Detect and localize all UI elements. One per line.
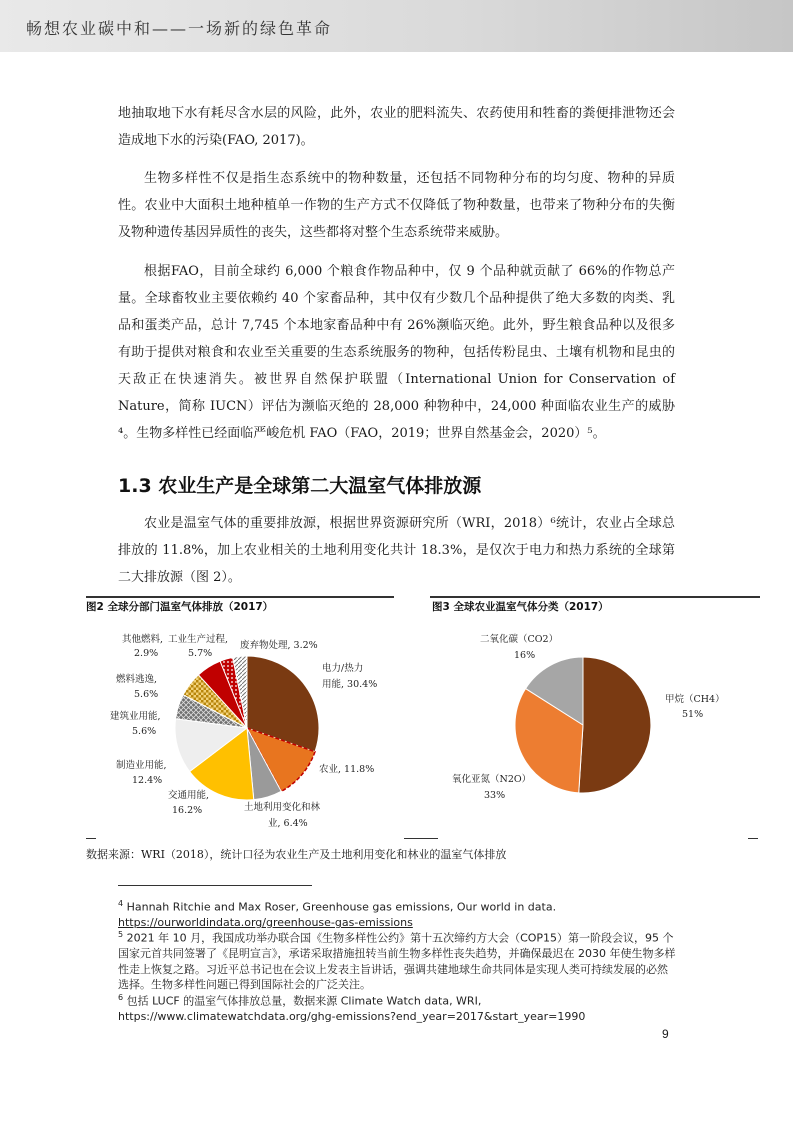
figure2-pie-chart <box>86 620 396 835</box>
label-waste: 废弃物处理, 3.2% <box>240 640 318 651</box>
figure3-top-rule <box>430 596 760 598</box>
figure2-title: 图2 全球分部门温室气体排放（2017） <box>86 601 274 613</box>
label-ch4-1: 甲烷（CH4） <box>665 694 725 705</box>
source-note: 数据来源：WRI（2018），统计口径为农业生产及土地利用变化和林业的温室气体排放 <box>86 848 507 861</box>
figure3-title: 图3 全球农业温室气体分类（2017） <box>432 601 609 613</box>
label-fugitive-2: 5.6% <box>134 689 159 700</box>
footnote-4-text: Hannah Ritchie and Max Roser, Greenhouse gas emissions, Our world in data. <box>126 900 557 914</box>
label-agriculture: 农业, 11.8% <box>319 764 375 775</box>
label-fugitive-1: 燃料逃逸, <box>116 674 158 685</box>
footnote-5-text: 2021 年 10 月，我国成功举办联合国《生物多样性公约》第十五次缔约方大会（COP15）第一阶段会议，95 个国家元首共同签署了《昆明宣言》，承诺采取措施扭转当前生物多样性丧失趋势，并确保最迟在 2030 年使生物多样性走上恢复之路。习近平总书记也在会议上发表主旨讲话，强调共建地球生命共同体是实现人类可持续发展的必然选择。生物多样性问题已得到国际社会的广泛关注。 <box>118 931 676 992</box>
footnote-6-text: 包括 LUCF 的温室气体排放总量，数据来源 Climate Watch data, WRI, <box>126 994 482 1008</box>
label-industrial-1: 工业生产过程, <box>168 634 229 645</box>
footnote-5-mark: 5 <box>118 930 124 939</box>
label-transport-1: 交通用能, <box>168 790 210 801</box>
pie-slice-1 <box>579 657 651 793</box>
figure3-bottom-rule-left <box>404 838 438 839</box>
figure2-bottom-rule <box>86 838 96 839</box>
label-landuse-2: 业, 6.4% <box>268 818 308 829</box>
label-n2o-1: 氧化亚氮（N2O） <box>452 774 532 785</box>
footnote-6-link[interactable]: https://www.climatewatchdata.org/ghg-emissions?end_year=2017&start_year=1990 <box>118 1010 586 1024</box>
label-transport-2: 16.2% <box>172 805 203 816</box>
footnote-5 <box>118 927 678 993</box>
figure3-bottom-rule-right <box>748 838 758 839</box>
label-landuse-1: 土地利用变化和林 <box>244 802 321 813</box>
footnote-6-mark: 6 <box>118 993 124 1002</box>
footnote-4-mark: 4 <box>118 899 124 908</box>
label-building-1: 建筑业用能, <box>110 711 161 722</box>
label-power-2: 用能, 30.4% <box>322 679 378 690</box>
label-co2-2: 16% <box>514 650 536 661</box>
paragraph-1: 地抽取地下水有耗尽含水层的风险，此外，农业的肥料流失、农药使用和牲畜的粪便排泄物还会造成地下水的污染(FAO, 2017)。 <box>118 106 675 148</box>
header-title: 畅想农业碳中和——一场新的绿色革命 <box>26 19 333 38</box>
label-manufacturing-1: 制造业用能, <box>116 760 167 771</box>
label-other-fuel-1: 其他燃料, <box>122 634 164 645</box>
paragraph-2: 生物多样性不仅是指生态系统中的物种数量，还包括不同物种分布的均匀度、物种的异质性。农业中大面积土地种植单一作物的生产方式不仅降低了物种数量，也带来了物种分布的失衡及物种遗传基因异质性的丧失，这些都将对整个生态系统带来威胁。 <box>118 171 675 240</box>
label-building-2: 5.6% <box>132 726 157 737</box>
label-other-fuel-2: 2.9% <box>134 648 159 659</box>
section-heading: 1.3 农业生产是全球第二大温室气体排放源 <box>118 475 482 497</box>
paragraph-3: 根据FAO，目前全球约 6,000 个粮食作物品种中，仅 9 个品种就贡献了 66%的作物总产量。全球畜牧业主要依赖约 40 个家畜品种，其中仅有少数几个品种提供了绝大多数的肉类、乳品和蛋类产品，总计 7,745 个本地家畜品种中有 26%濒临灭绝。此外，野生粮食品种以及很多有助于提供对粮食和农业至关重要的生态系统服务的物种，包括传粉昆虫、土壤有机物和昆虫的天敌正在快速消失。被世界自然保护联盟（International Union for Conservation of Nature，简称 IUCN）评估为濒临灭绝的 28,000 种物种中，24,000 种面临农业生产的威胁⁴。生物多样性已经面临严峻危机 FAO（FAO，2019；世界自然基金会，2020）⁵。 <box>118 264 675 441</box>
label-n2o-2: 33% <box>484 790 506 801</box>
footnote-rule <box>118 885 312 886</box>
footnote-6 <box>118 990 678 1025</box>
figure2-top-rule <box>86 596 394 598</box>
label-ch4-2: 51% <box>682 709 704 720</box>
footnote-4-link[interactable]: https://ourworldindata.org/greenhouse-gas-emissions <box>118 916 413 930</box>
page-number: 9 <box>662 1027 669 1041</box>
label-manufacturing-2: 12.4% <box>132 775 163 786</box>
figure3-pie-chart <box>430 620 760 835</box>
label-co2-1: 二氧化碳（CO2） <box>480 634 559 645</box>
label-power-1: 电力/热力 <box>322 663 364 674</box>
footnote-4 <box>118 896 678 931</box>
label-industrial-2: 5.7% <box>188 648 213 659</box>
paragraph-4: 农业是温室气体的重要排放源，根据世界资源研究所（WRI，2018）⁶统计，农业占全球总排放的 11.8%，加上农业相关的土地利用变化共计 18.3%，是仅次于电力和热力系统的全球第二大排放源（图 2）。 <box>118 516 675 585</box>
